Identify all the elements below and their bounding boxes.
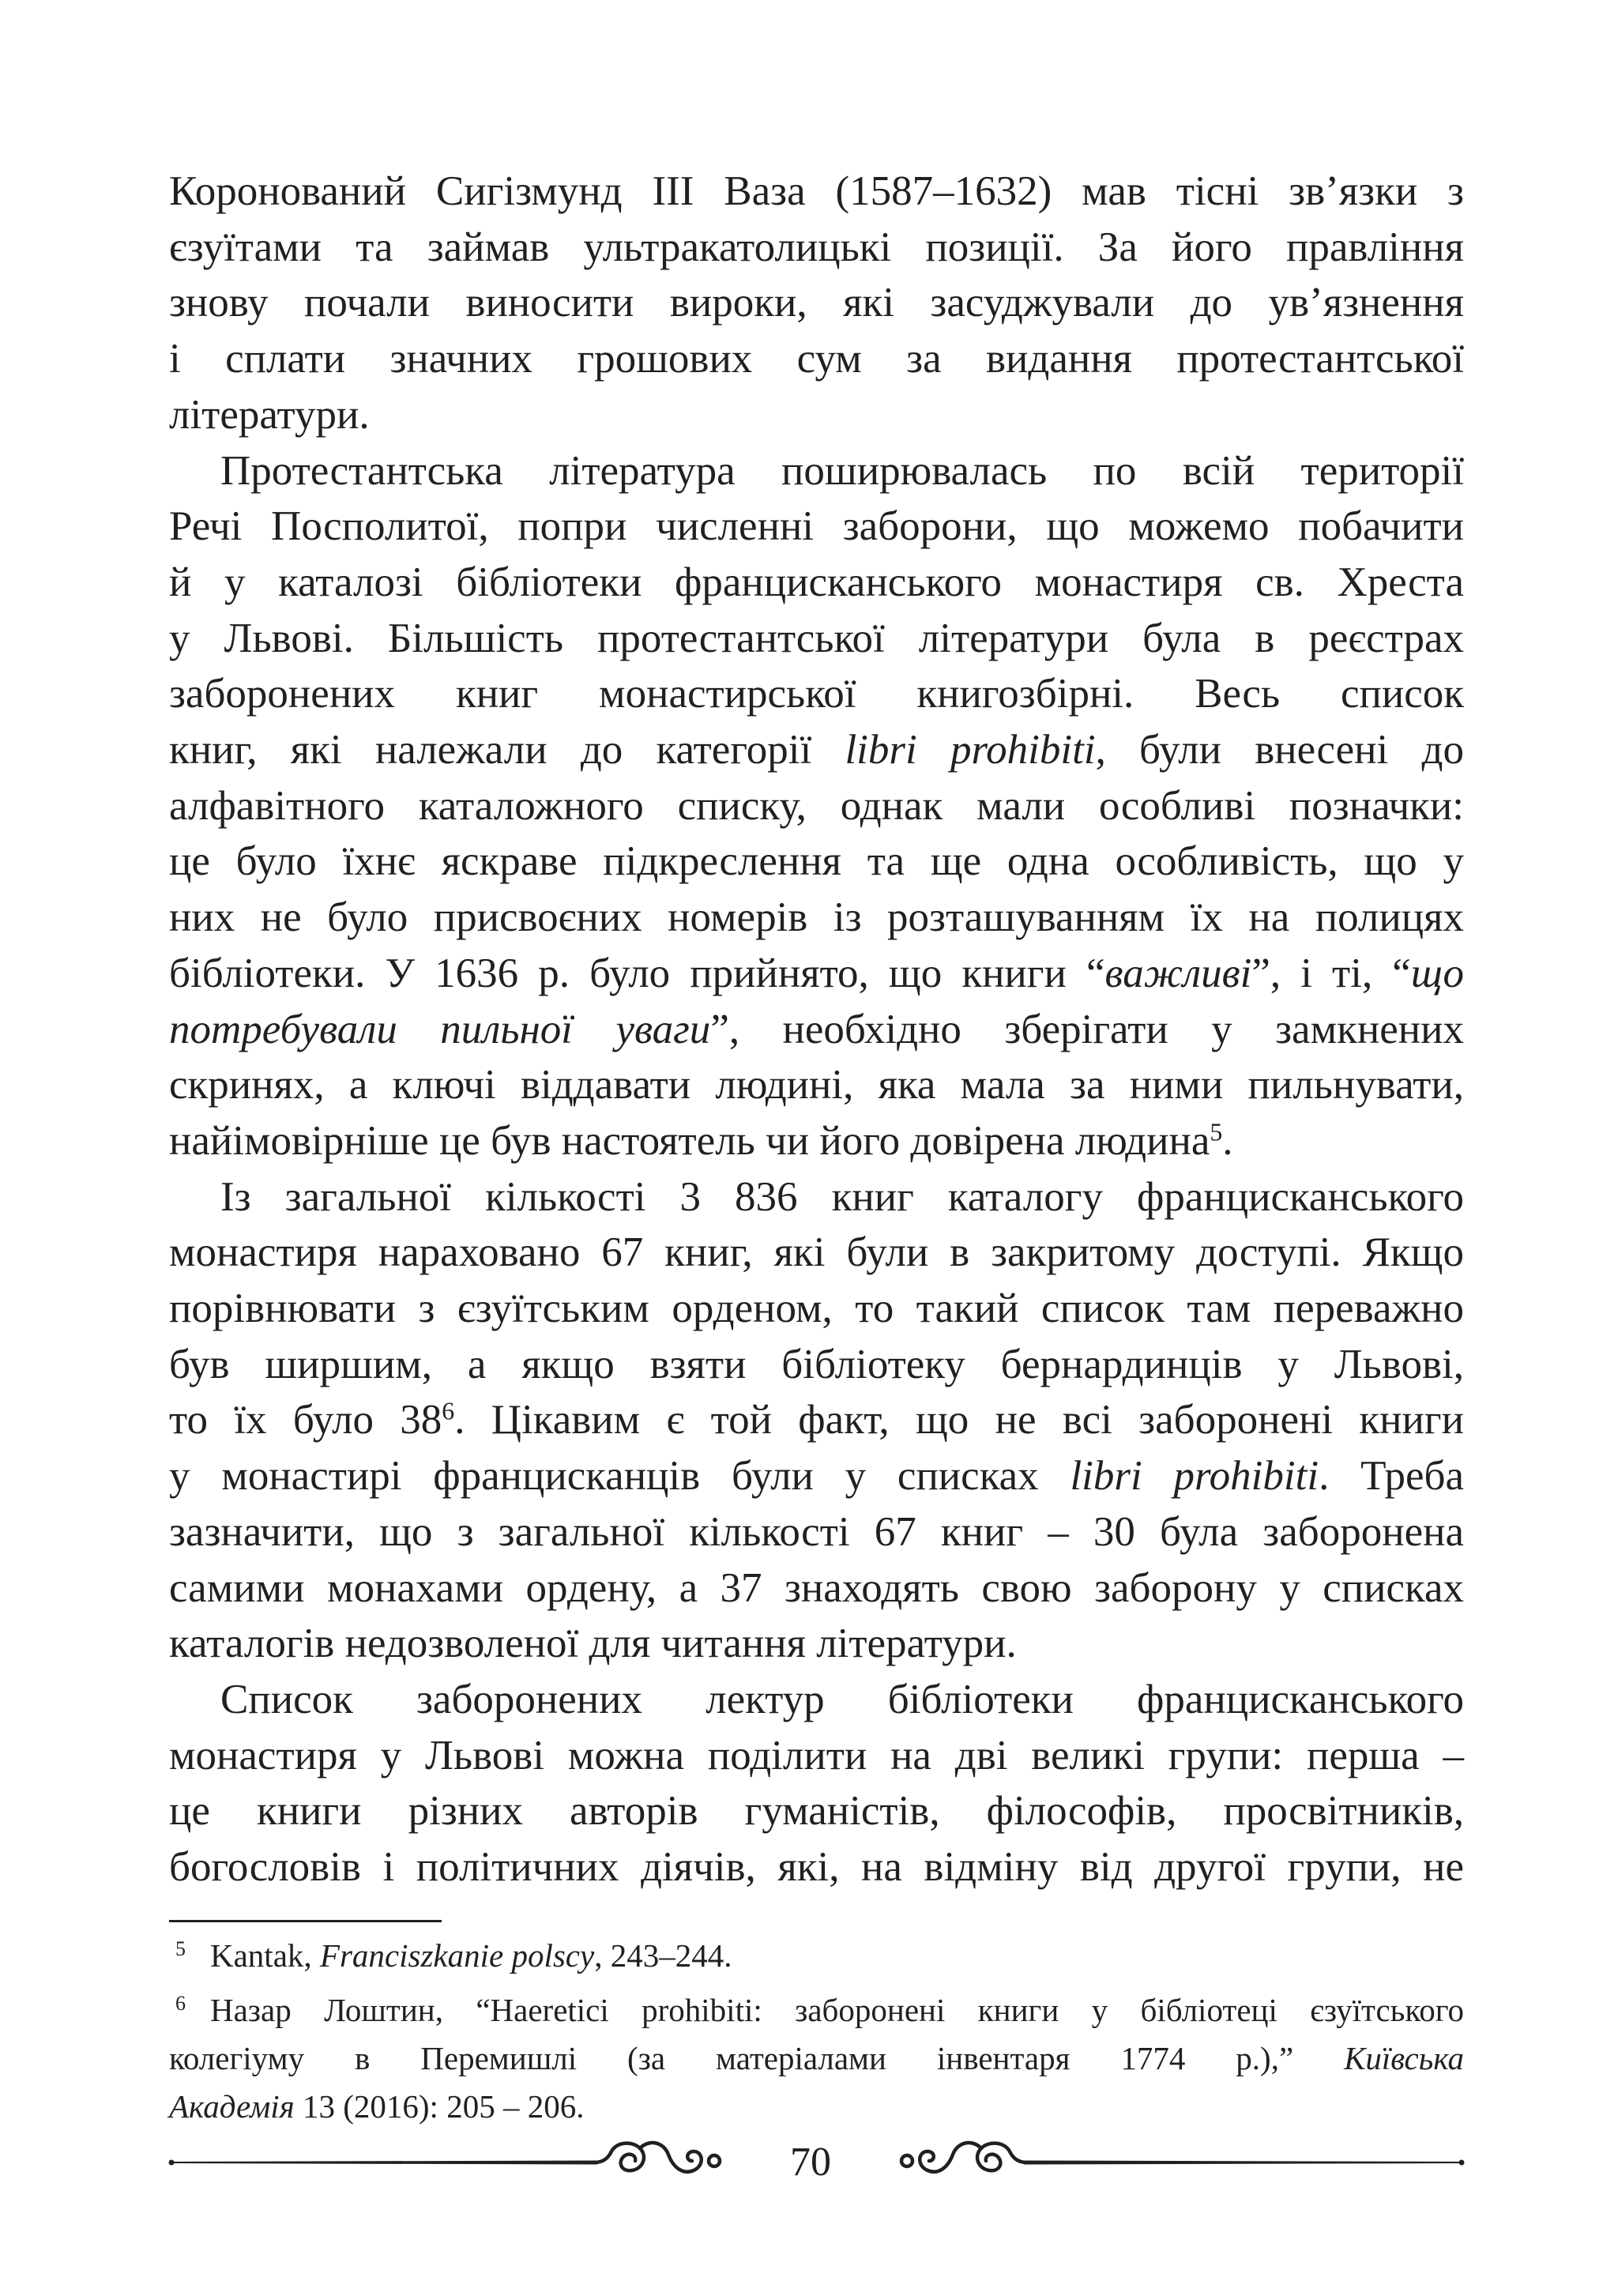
footnote bbox=[169, 1932, 1464, 1980]
text-line bbox=[169, 722, 1464, 778]
flourish-right-loop bbox=[977, 2144, 1027, 2171]
text-run: колегіуму в Перемишлі (за матеріалами інвентаря 1774 р.),” bbox=[169, 2040, 1345, 2076]
text-run: найімовірніше це був настоятель чи його довірена людина bbox=[169, 1117, 1210, 1164]
text-line bbox=[169, 275, 1464, 331]
text-run: монастиря у Львові можна поділити на дві великі групи: перша – bbox=[169, 1732, 1464, 1778]
italic-text: libri prohibiti bbox=[1070, 1453, 1319, 1500]
text-run: 13 (2016): 205 – 206. bbox=[294, 2088, 585, 2125]
italic-text: що bbox=[1410, 950, 1464, 996]
flourish-left-ring bbox=[709, 2155, 720, 2166]
page-number: 70 bbox=[790, 2140, 831, 2185]
text-line bbox=[169, 1448, 1464, 1504]
text-line bbox=[169, 1392, 1464, 1448]
text-run: й у каталозі бібліотеки францисканського монастиря св. Хреста bbox=[169, 559, 1464, 605]
flourish-right-ring bbox=[901, 2155, 912, 2166]
footnote-line bbox=[169, 2034, 1464, 2083]
italic-text: потребували пильної уваги bbox=[169, 1006, 711, 1052]
text-run: у монастирі францисканців були у списках bbox=[169, 1453, 1071, 1500]
text-line bbox=[169, 946, 1464, 1002]
text-run: єзуїтами та займав ультракатолицькі позиції. За його правління bbox=[169, 224, 1464, 270]
text-run: ”, і ті, “ bbox=[1251, 950, 1411, 996]
text-line bbox=[169, 1337, 1464, 1393]
text-run: . Треба bbox=[1319, 1453, 1464, 1500]
rule-right bbox=[1024, 2161, 1462, 2165]
text-run: був ширшим, а якщо взяти бібліотеку бернардинців у Львові, bbox=[169, 1341, 1464, 1387]
text-line bbox=[169, 1783, 1464, 1839]
text-run: самими монахами ордену, а 37 знаходять свою заборону у списках bbox=[169, 1564, 1464, 1611]
text-run: літератури. bbox=[169, 391, 370, 438]
text-run: книг, які належали до категорії bbox=[169, 727, 845, 773]
text-line bbox=[169, 1113, 1464, 1169]
italic-text: Franciszkanie polscy bbox=[319, 1937, 595, 1974]
text-run: це книги різних авторів гуманістів, філософів, просвітників, bbox=[169, 1788, 1464, 1835]
text-line bbox=[169, 555, 1464, 611]
text-run: знову почали виносити вироки, які засуджували до ув’язнення bbox=[169, 280, 1464, 326]
footnote-line: 6 Назар Лоштин, “Haeretici prohibiti: заборонені книги у бібліотеці єзуїтського bbox=[175, 1992, 1464, 2028]
text-line bbox=[169, 1169, 1464, 1225]
italic-text: важливі bbox=[1104, 950, 1252, 996]
text-line bbox=[169, 499, 1464, 555]
text-line bbox=[169, 1616, 1464, 1672]
text-run: . Цікавим є той факт, що не всі заборонені книги bbox=[454, 1397, 1464, 1443]
paragraph bbox=[169, 1169, 1464, 1672]
text-line bbox=[169, 666, 1464, 722]
footnote bbox=[169, 1986, 1464, 2131]
text-run: то їх було 38 bbox=[169, 1397, 442, 1443]
text-run: у Львові. Більшість протестантської літератури була в реєстрах bbox=[169, 615, 1464, 661]
flourish-right-wave bbox=[920, 2143, 981, 2172]
text-run: Коронований Сигізмунд III Ваза (1587–1632) мав тісні зв’язки з bbox=[169, 168, 1464, 214]
text-line bbox=[169, 611, 1464, 667]
text-run: скринях, а ключі віддавати людині, яка мала за ними пильнувати, bbox=[169, 1062, 1464, 1108]
text-run: , 243–244. bbox=[594, 1937, 732, 1974]
text-run: . bbox=[1222, 1117, 1233, 1164]
footnote-reference: 5 bbox=[1210, 1118, 1223, 1146]
italic-text: libri prohibiti bbox=[845, 727, 1096, 773]
footnote-reference: 6 bbox=[442, 1397, 455, 1425]
text-line bbox=[169, 778, 1464, 834]
text-line bbox=[169, 1839, 1464, 1895]
text-line bbox=[169, 1281, 1464, 1337]
main-text bbox=[169, 164, 1464, 1895]
text-run: Речі Посполитої, попри численні заборони, що можемо побачити bbox=[169, 503, 1464, 550]
flourish-left-loop bbox=[594, 2144, 644, 2171]
text-run: Назар Лоштин, “Haeretici prohibiti: заборонені книги у бібліотеці єзуїтського bbox=[210, 1992, 1464, 2028]
paragraph bbox=[169, 1672, 1464, 1895]
text-run: Список заборонених лектур бібліотеки францисканського bbox=[220, 1676, 1464, 1722]
italic-text: Академія bbox=[169, 2088, 295, 2125]
text-run: них не було присвоєних номерів із розташуванням їх на полицях bbox=[169, 894, 1464, 941]
footnotes bbox=[169, 1932, 1464, 2131]
text-line bbox=[169, 1728, 1464, 1784]
text-line bbox=[169, 220, 1464, 276]
text-run: порівнювати з єзуїтським орденом, то такий список там переважно bbox=[169, 1285, 1464, 1332]
flourish-left bbox=[594, 2143, 720, 2172]
text-run: і сплати значних грошових сум за видання протестантської bbox=[169, 336, 1464, 382]
text-line bbox=[169, 387, 1464, 443]
text-run: бібліотеки. У 1636 р. було прийнято, що книги “ bbox=[169, 950, 1105, 996]
text-run: Із загальної кількості 3 836 книг каталогу францисканського bbox=[220, 1173, 1464, 1220]
text-line bbox=[169, 1504, 1464, 1560]
paragraph bbox=[169, 164, 1464, 443]
italic-text: Київська bbox=[1344, 2040, 1464, 2076]
text-line bbox=[169, 1002, 1464, 1058]
text-run: алфавітного каталожного списку, однак мали особливі позначки: bbox=[169, 782, 1464, 829]
text-run: це було їхнє яскраве підкреслення та ще одна особливість, що у bbox=[169, 838, 1464, 885]
text-run: ”, необхідно зберігати у замкнених bbox=[710, 1006, 1464, 1052]
text-line bbox=[169, 443, 1464, 499]
text-line bbox=[169, 1560, 1464, 1617]
footnote-separator bbox=[169, 1920, 442, 1922]
flourish-right bbox=[901, 2143, 1027, 2172]
text-run: заборонених книг монастирської книгозбірні. Весь список bbox=[169, 671, 1464, 717]
rule-left bbox=[171, 2161, 597, 2165]
text-run: Kantak, bbox=[210, 1937, 320, 1974]
text-line bbox=[169, 1057, 1464, 1113]
paragraph bbox=[169, 443, 1464, 1169]
text-run: богословів і політичних діячів, які, на відміну від другої групи, не bbox=[169, 1844, 1464, 1891]
footnote-line bbox=[169, 2083, 1464, 2131]
text-line bbox=[169, 1672, 1464, 1728]
footnote-line: 5 Kantak, Franciszkanie polscy, 243–244. bbox=[175, 1937, 732, 1974]
flourish-left-wave bbox=[640, 2143, 702, 2172]
text-line bbox=[169, 890, 1464, 946]
text-run: зазначити, що з загальної кількості 67 книг – 30 була заборонена bbox=[169, 1508, 1464, 1555]
text-run: Протестантська література поширювалась по всій території bbox=[220, 447, 1464, 494]
text-line bbox=[169, 834, 1464, 890]
text-run: монастиря нараховано 67 книг, які були в закритому доступі. Якщо bbox=[169, 1229, 1464, 1276]
text-run: , були внесені до bbox=[1095, 727, 1464, 773]
text-line bbox=[169, 164, 1464, 220]
text-line bbox=[169, 331, 1464, 387]
text-line bbox=[169, 1225, 1464, 1281]
text-run: каталогів недозволеної для читання літератури. bbox=[169, 1620, 1017, 1667]
